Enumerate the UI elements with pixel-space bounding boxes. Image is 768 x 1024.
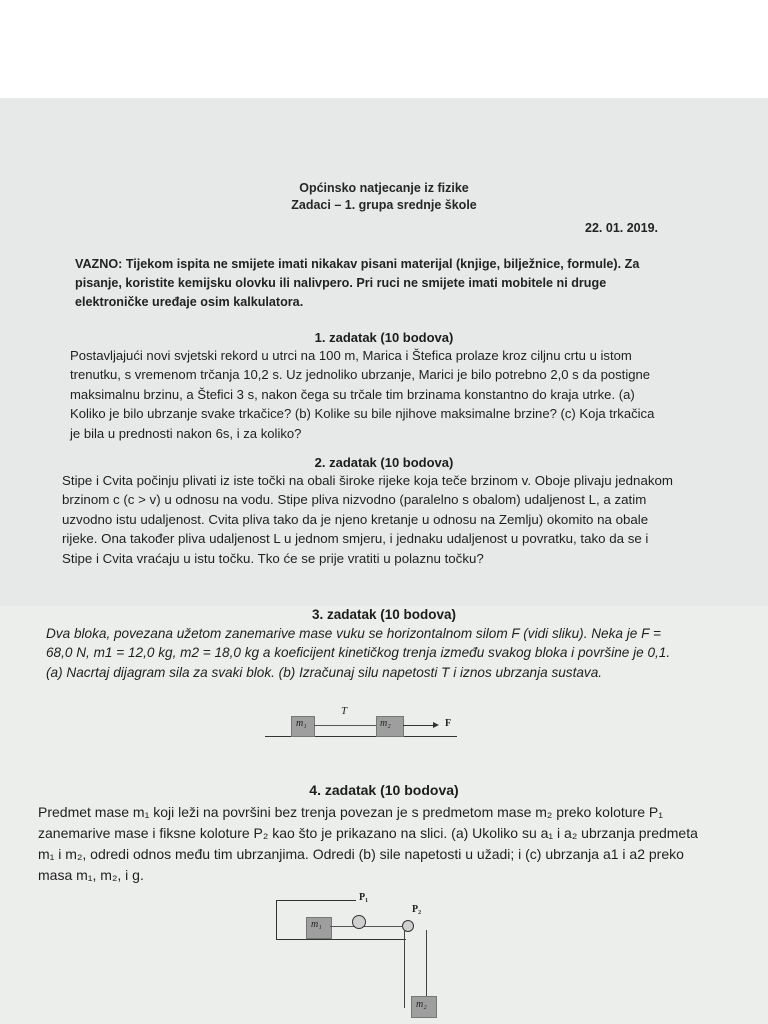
arrow-head-icon: [433, 722, 439, 728]
header-date: 22. 01. 2019.: [585, 221, 658, 235]
task2-title: 2. zadatak (10 bodova): [314, 455, 454, 470]
task4-title: 4. zadatak (10 bodova): [309, 782, 459, 798]
task4-text: Predmet mase m₁ koji leži na površini bez trenja povezan je s predmetom mase m₂ preko koloture P₁ zanemarive mase i fiksne koloture P₂ kao što je prikazano na slici. (a) Ukoliko su a₁ i a₂ ubrzanja predmeta m₁ i m₂, odredi odnos među tim ubrzanjima. Odredi (b) sile napetosti u užadi; i (c) ubrzanja a1 i a2 preko masa m₁, m₂, i g.: [38, 804, 698, 883]
task1-text: Postavljajući novi svjetski rekord u utrci na 100 m, Marica i Štefica prolaze kroz ciljnu crtu u istom trenutku, s vremenom trčanja 10,2 s. Uz jednoliko ubrzanje, Marici je bilo potrebno 2,0 s da postigne maksimalnu brzinu, a Štefici 3 s, nakon čega su trčale tim brzinama konstantno do kraja utrke. (a) Koliko je bilo ubrzanje svake trkačice? (b) Kolike su bile njihove maksimalne brzine? (c) Koja trkačica je bila u prednosti nakon 6s, i za koliko?: [70, 348, 655, 441]
block-m2-label: m₂: [380, 718, 391, 729]
block-m1-label: m₁: [296, 718, 307, 729]
block-m1-label: m₁: [311, 919, 322, 930]
tension-label: T: [341, 705, 348, 717]
task4-figure: [276, 890, 436, 1024]
pulley-p1-label: P₁: [359, 892, 369, 903]
task1-title: 1. zadatak (10 bodova): [314, 330, 454, 345]
notice-text: VAZNO: Tijekom ispita ne smijete imati nikakav pisani materijal (knjige, bilježnice, formule). Za pisanje, koristite kemijsku olovku ili nalivpero. Pri ruci ne smijete imati mobitele ni druge elektroničke uređaje osim kalkulatora.: [75, 257, 640, 309]
task3-text: Dva bloka, povezana užetom zanemarive mase vuku se horizontalnom silom F (vidi sliku). Neka je F = 68,0 N, m1 = 12,0 kg, m2 = 18,0 kg a koeficijent kinetičkog trenja između svakog bloka i površine je 0,1. (a) Nacrtaj dijagram sila za svaki blok. (b) Izračunaj silu napetosti T i iznos ubrzanja sustava.: [46, 626, 671, 680]
force-label: F: [445, 718, 452, 729]
force-arrow: [403, 725, 435, 726]
vertical-rope-left: [404, 930, 405, 1008]
block-m2-label: m₂: [416, 999, 427, 1010]
rope: [314, 725, 376, 726]
task3-figure: [265, 705, 465, 740]
top-rope: [276, 900, 356, 901]
pulley-p2-label: P₂: [412, 904, 422, 915]
task3-title: 3. zadatak (10 bodova): [311, 607, 457, 622]
left-wall: [276, 900, 277, 940]
header-group-title: Zadaci – 1. grupa srednje škole: [291, 198, 477, 212]
lower-rope: [330, 926, 402, 927]
task2-text: Stipe i Cvita počinju plivati iz iste točki na obali široke rijeke koja teče brzinom v. Oboje plivaju jednakom brzinom c (c > v) u odnosu na vodu. Stipe pliva nizvodno (paralelno s obalom) udaljenost L, a zatim uzvodno istu udaljenost. Cvita pliva tako da je njeno kretanje u odnosu na Zemlju) okomito na obale rijeke. Ona također pliva udaljenost L u jednom smjeru, i jednaku udaljenost u povratku, tako da se i Stipe i Cvita vraćaju u istu točku. Tko će se prije vratiti u polaznu točku?: [62, 473, 673, 566]
header-competition-title: Općinsko natjecanje iz fizike: [299, 181, 469, 195]
pulley-p1-icon: [352, 915, 366, 929]
table-surface: [276, 939, 406, 940]
